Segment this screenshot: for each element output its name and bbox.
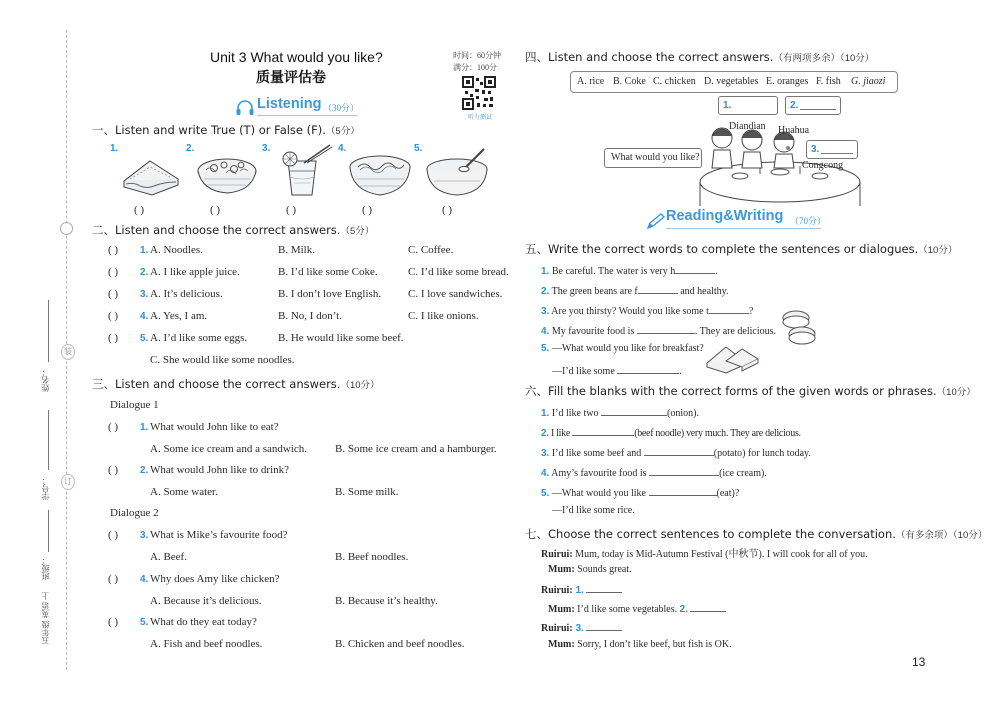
s7-text: Sorry, I don’t like beef, but fish is OK. [574, 639, 732, 650]
s3-question-text: What would John like to drink? [150, 464, 290, 476]
s3-option-a[interactable]: A. Some water. [150, 486, 218, 498]
s4-blank-2[interactable] [785, 96, 841, 115]
s2-num: 3. [140, 289, 149, 300]
section7-title-text: 七、Choose the correct sentences to complete the conversation. [525, 527, 896, 541]
s2-num: 4. [140, 311, 149, 322]
s5-blank[interactable] [709, 303, 749, 314]
s3-answer-paren[interactable]: ( ) [108, 529, 119, 541]
s6-blank[interactable] [601, 405, 667, 416]
s1-answer-3[interactable]: ( ) [286, 204, 297, 216]
s6-text-post: (onion). [667, 408, 699, 419]
s3-num: 5. [140, 617, 149, 628]
s5-item-5 [541, 343, 704, 354]
grade-label: 五年级 英语 上 [41, 592, 50, 645]
s6-reply: —I’d like some rice. [552, 505, 635, 516]
section7-score: （有多余项）（10分） [895, 530, 988, 541]
s2-option-c[interactable]: C. I love sandwiches. [408, 288, 503, 300]
s4-option: E. oranges [766, 76, 809, 87]
s2-num: 1. [140, 245, 149, 256]
s7-speaker: Ruirui: [541, 623, 573, 634]
s6-text-pre: I’d like some beef and [551, 448, 644, 459]
s2-option-b[interactable]: B. I don’t love English. [278, 288, 382, 300]
s5-reply-post: . [679, 366, 682, 377]
section1-title-text: 一、Listen and write True (T) or False (F). [92, 123, 326, 137]
s7-line-2 [548, 564, 632, 575]
qr-code[interactable] [462, 76, 496, 110]
s3-option-a[interactable]: A. Beef. [150, 551, 187, 563]
s7-blank[interactable] [586, 620, 622, 631]
s4-speech-bubble [604, 148, 702, 168]
s2-option-a[interactable]: A. I’d like some eggs. [150, 332, 248, 344]
s3-answer-paren[interactable]: ( ) [108, 421, 119, 433]
section4-score: （有两项多余）（10分） [773, 53, 875, 64]
s6-blank[interactable] [649, 485, 717, 496]
time-limit: 时间：60分钟 [453, 51, 501, 60]
s3-question-text: What is Mike’s favourite food? [150, 529, 288, 541]
reading-banner [646, 208, 826, 232]
s4-blank-2-num: 2. [790, 100, 799, 111]
s3-answer-paren[interactable]: ( ) [108, 464, 119, 476]
id-line [48, 410, 49, 470]
s7-blank[interactable] [586, 582, 622, 593]
s7-blank[interactable] [690, 601, 726, 612]
s6-item-1 [541, 405, 699, 419]
s5-text-pre: —What would you like for breakfast? [551, 343, 704, 354]
s3-question-text: Why does Amy like chicken? [150, 573, 280, 585]
s4-option: G. jiaozi [851, 76, 886, 87]
s2-option-a[interactable]: A. Noodles. [150, 244, 203, 256]
s5-text-pre: The green beans are f [551, 286, 638, 297]
s6-text-pre: I like [550, 428, 573, 439]
s2-option-b[interactable]: B. I’d like some Coke. [278, 266, 378, 278]
s1-num-2: 2. [186, 143, 195, 154]
soup-icon [424, 147, 490, 197]
section1-score: （5分） [325, 126, 360, 137]
s3-question [108, 464, 508, 504]
s7-speaker: Ruirui: [541, 585, 573, 596]
s3-num: 2. [140, 465, 149, 476]
s2-option-c-extra[interactable]: C. She would like some noodles. [150, 354, 295, 366]
s5-reply [552, 363, 682, 377]
s6-text-post: (beef noodle) very much. They are delicious. [634, 428, 801, 439]
name-line [48, 300, 49, 362]
class-field[interactable] [40, 510, 56, 580]
section6-title [525, 383, 976, 399]
s6-text-post: (eat)? [716, 488, 740, 499]
s4-blank-1[interactable] [718, 96, 778, 115]
s3-question [108, 421, 508, 461]
s6-item-2 [541, 425, 801, 439]
s7-num: 1. [572, 585, 584, 596]
s3-num: 1. [140, 422, 149, 433]
s2-option-c[interactable]: C. Coffee. [408, 244, 454, 256]
page-number: 13 [912, 655, 926, 669]
s2-answer-paren[interactable]: ( ) [108, 244, 119, 256]
s6-text-pre: —What would you like [551, 488, 649, 499]
section1-title [92, 122, 360, 138]
juice-icon [274, 143, 336, 199]
class-label: 班级： [41, 556, 50, 580]
s1-num-4: 4. [338, 143, 347, 154]
section2-score: （5分） [340, 226, 375, 237]
s4-blank-2-line [800, 109, 836, 110]
s2-answer-paren[interactable]: ( ) [108, 332, 119, 344]
reading-label: Reading&Writing [666, 208, 784, 224]
s2-num: 2. [140, 267, 149, 278]
s6-num: 4. [541, 468, 550, 479]
s2-option-b[interactable]: B. Milk. [278, 244, 315, 256]
s5-text-pre: My favourite food is [551, 326, 637, 337]
s5-reply-pre: —I’d like some [552, 366, 618, 377]
s7-line-4 [548, 601, 726, 615]
s3-option-b[interactable]: B. Some ice cream and a hamburger. [335, 443, 497, 455]
section5-title-text: 五、Write the correct words to complete the sentences or dialogues. [525, 242, 919, 256]
salad-icon [196, 153, 258, 195]
s1-item-5 [414, 143, 494, 223]
s7-line-3 [541, 582, 622, 596]
s5-text-pre: Are you thirsty? Would you like some t [551, 306, 709, 317]
s3-question [108, 616, 508, 656]
section3-title-text: 三、Listen and choose the correct answers. [92, 377, 341, 391]
section2-title [92, 222, 374, 238]
s7-line-5 [541, 620, 622, 634]
s7-num: 2. [679, 604, 688, 615]
s6-text-post: (potato) for lunch today. [713, 448, 811, 459]
macaron-icon [778, 306, 818, 346]
noodles-icon [348, 153, 412, 197]
s5-text-post: . They are delicious. [694, 326, 777, 337]
s5-blank[interactable] [617, 363, 679, 374]
s4-name-congcong: Congcong [802, 160, 844, 171]
reading-score: （70分） [790, 216, 827, 226]
s6-item-3 [541, 445, 811, 459]
s4-blank-3[interactable] [806, 140, 858, 159]
s1-item-1 [110, 143, 185, 223]
s7-speaker: Mum: [548, 639, 575, 650]
s5-text-post: . [715, 266, 718, 277]
section5-title [525, 241, 957, 257]
s1-num-1: 1. [110, 143, 119, 154]
s2-option-c[interactable]: C. I’d like some bread. [408, 266, 509, 278]
s1-num-3: 3. [262, 143, 271, 154]
s4-option: D. vegetables [704, 76, 759, 87]
s7-text: Mum, today is Mid-Autumn Festival (中秋节). I will cook for all of you. [572, 549, 868, 560]
page-subtitle: 质量评估卷 [256, 69, 326, 85]
s4-option: F. fish [816, 76, 841, 87]
section5-score: （10分） [918, 245, 958, 256]
s1-item-3 [262, 143, 337, 223]
s3-num: 4. [140, 574, 149, 585]
s4-option: B. Coke [613, 76, 646, 87]
s7-text: I’d like some vegetables. [574, 604, 680, 615]
s5-num: 2. [541, 286, 550, 297]
s6-blank[interactable] [644, 445, 714, 456]
s1-answer-1[interactable]: ( ) [134, 204, 145, 216]
s4-name-huahua: Huahua [778, 125, 810, 136]
s1-item-2 [186, 143, 261, 223]
s3-num: 3. [140, 530, 149, 541]
s5-item-4 [541, 323, 776, 337]
s2-option-b[interactable]: B. No, I don’t. [278, 310, 342, 322]
s3-answer-paren[interactable]: ( ) [108, 573, 119, 585]
s5-item-2 [541, 283, 728, 297]
s6-num: 5. [541, 488, 550, 499]
s5-item-1 [541, 263, 718, 277]
s5-num: 5. [541, 343, 550, 354]
pencil-icon [646, 212, 666, 230]
s2-answer-paren[interactable]: ( ) [108, 310, 119, 322]
listening-banner [235, 96, 360, 118]
full-score: 满分：100分 [453, 63, 497, 72]
binding-cut-2: 订 [61, 474, 75, 490]
s1-num-5: 5. [414, 143, 423, 154]
s7-speaker: Mum: [548, 604, 575, 615]
s5-num: 4. [541, 326, 550, 337]
id-field[interactable] [40, 410, 56, 510]
dialogue1-label: Dialogue 1 [110, 399, 159, 411]
section4-title [525, 49, 874, 65]
s3-question-text: What do they eat today? [150, 616, 257, 628]
s7-speaker: Ruirui: [541, 549, 573, 560]
s6-blank[interactable] [649, 465, 719, 476]
s7-line-6 [548, 639, 732, 650]
listening-score: （30分） [323, 103, 360, 113]
page-title: Unit 3 What would you like? [210, 49, 383, 65]
s5-text-post: ? [748, 306, 754, 317]
s3-question-text: What would John like to eat? [150, 421, 279, 433]
s6-text-post: (ice cream). [719, 468, 767, 479]
s1-answer-2[interactable]: ( ) [210, 204, 221, 216]
s4-blank-3-line [821, 153, 853, 154]
binding-circle-1 [60, 222, 73, 235]
s3-option-a[interactable]: A. Fish and beef noodles. [150, 638, 263, 650]
section6-title-text: 六、Fill the blanks with the correct forms of the given words or phrases. [525, 384, 937, 398]
section3-title [92, 376, 380, 392]
listening-underline [257, 115, 357, 116]
reading-underline [666, 228, 821, 229]
s5-num: 1. [541, 266, 550, 277]
binding-cut-1: 装 [61, 344, 75, 360]
s7-text: Sounds great. [574, 564, 632, 575]
sandwich-small-icon [704, 343, 760, 375]
s5-blank[interactable] [638, 283, 678, 294]
s1-answer-4[interactable]: ( ) [362, 204, 373, 216]
s2-option-a[interactable]: A. It’s delicious. [150, 288, 223, 300]
s6-text-pre: Amy’s favourite food is [551, 468, 650, 479]
section3-score: （10分） [340, 380, 380, 391]
s4-name-diandian: Diandian [729, 121, 766, 132]
s5-item-3 [541, 303, 753, 317]
section6-score: （10分） [936, 387, 976, 398]
s3-option-b[interactable]: B. Some milk. [335, 486, 399, 498]
s6-num: 1. [541, 408, 550, 419]
s3-answer-paren[interactable]: ( ) [108, 616, 119, 628]
s3-option-a[interactable]: A. Because it’s delicious. [150, 595, 262, 607]
s2-answer-paren[interactable]: ( ) [108, 288, 119, 300]
sandwich-icon [120, 155, 182, 197]
s6-item-4 [541, 465, 767, 479]
s6-text-pre: I’d like two [551, 408, 601, 419]
s2-option-a[interactable]: A. Yes, I am. [150, 310, 208, 322]
listening-label: Listening [257, 96, 322, 112]
qr-caption: 听力测试 [468, 115, 493, 121]
s3-question [108, 529, 508, 569]
s4-option: C. chicken [653, 76, 696, 87]
s3-question [108, 573, 508, 613]
section7-title [525, 526, 987, 542]
s7-line-1 [541, 545, 868, 560]
s4-blank-3-num: 3. [811, 144, 820, 155]
s4-option: A. rice [577, 76, 605, 87]
s7-speaker: Mum: [548, 564, 575, 575]
s3-option-a[interactable]: A. Some ice cream and a sandwich. [150, 443, 307, 455]
s4-blank-1-num: 1. [723, 100, 732, 111]
s6-num: 3. [541, 448, 550, 459]
s6-num: 2. [541, 428, 549, 439]
section2-rows [108, 244, 508, 374]
s6-blank[interactable] [572, 425, 634, 436]
dialogue2-label: Dialogue 2 [110, 507, 159, 519]
s5-num: 3. [541, 306, 550, 317]
s2-num: 5. [140, 333, 149, 344]
s7-num: 3. [572, 623, 584, 634]
s1-item-4 [338, 143, 418, 223]
s2-option-c[interactable]: C. I like onions. [408, 310, 479, 322]
s6-item-5 [541, 485, 739, 499]
s2-answer-paren[interactable]: ( ) [108, 266, 119, 278]
s5-text-pre: Be careful. The water is very h [551, 266, 676, 277]
s2-option-b[interactable]: B. He would like some beef. [278, 332, 404, 344]
name-label: 姓名： [41, 368, 50, 392]
section2-title-text: 二、Listen and choose the correct answers. [92, 223, 341, 237]
s3-option-b[interactable]: B. Chicken and beef noodles. [335, 638, 465, 650]
s4-options-box [570, 71, 898, 93]
s2-option-a[interactable]: A. I like apple juice. [150, 266, 240, 278]
headphones-icon [235, 99, 255, 117]
s3-option-b[interactable]: B. Beef noodles. [335, 551, 409, 563]
s3-option-b[interactable]: B. Because it’s healthy. [335, 595, 438, 607]
s5-text-post: and healthy. [677, 286, 729, 297]
s5-blank[interactable] [637, 323, 695, 334]
id-label: 学号： [41, 476, 50, 500]
s1-answer-5[interactable]: ( ) [442, 204, 453, 216]
s4-question: What would you like? [611, 152, 700, 163]
section4-title-text: 四、Listen and choose the correct answers. [525, 50, 774, 64]
s5-blank[interactable] [675, 263, 715, 274]
name-field[interactable] [40, 300, 56, 400]
class-line [48, 510, 49, 552]
